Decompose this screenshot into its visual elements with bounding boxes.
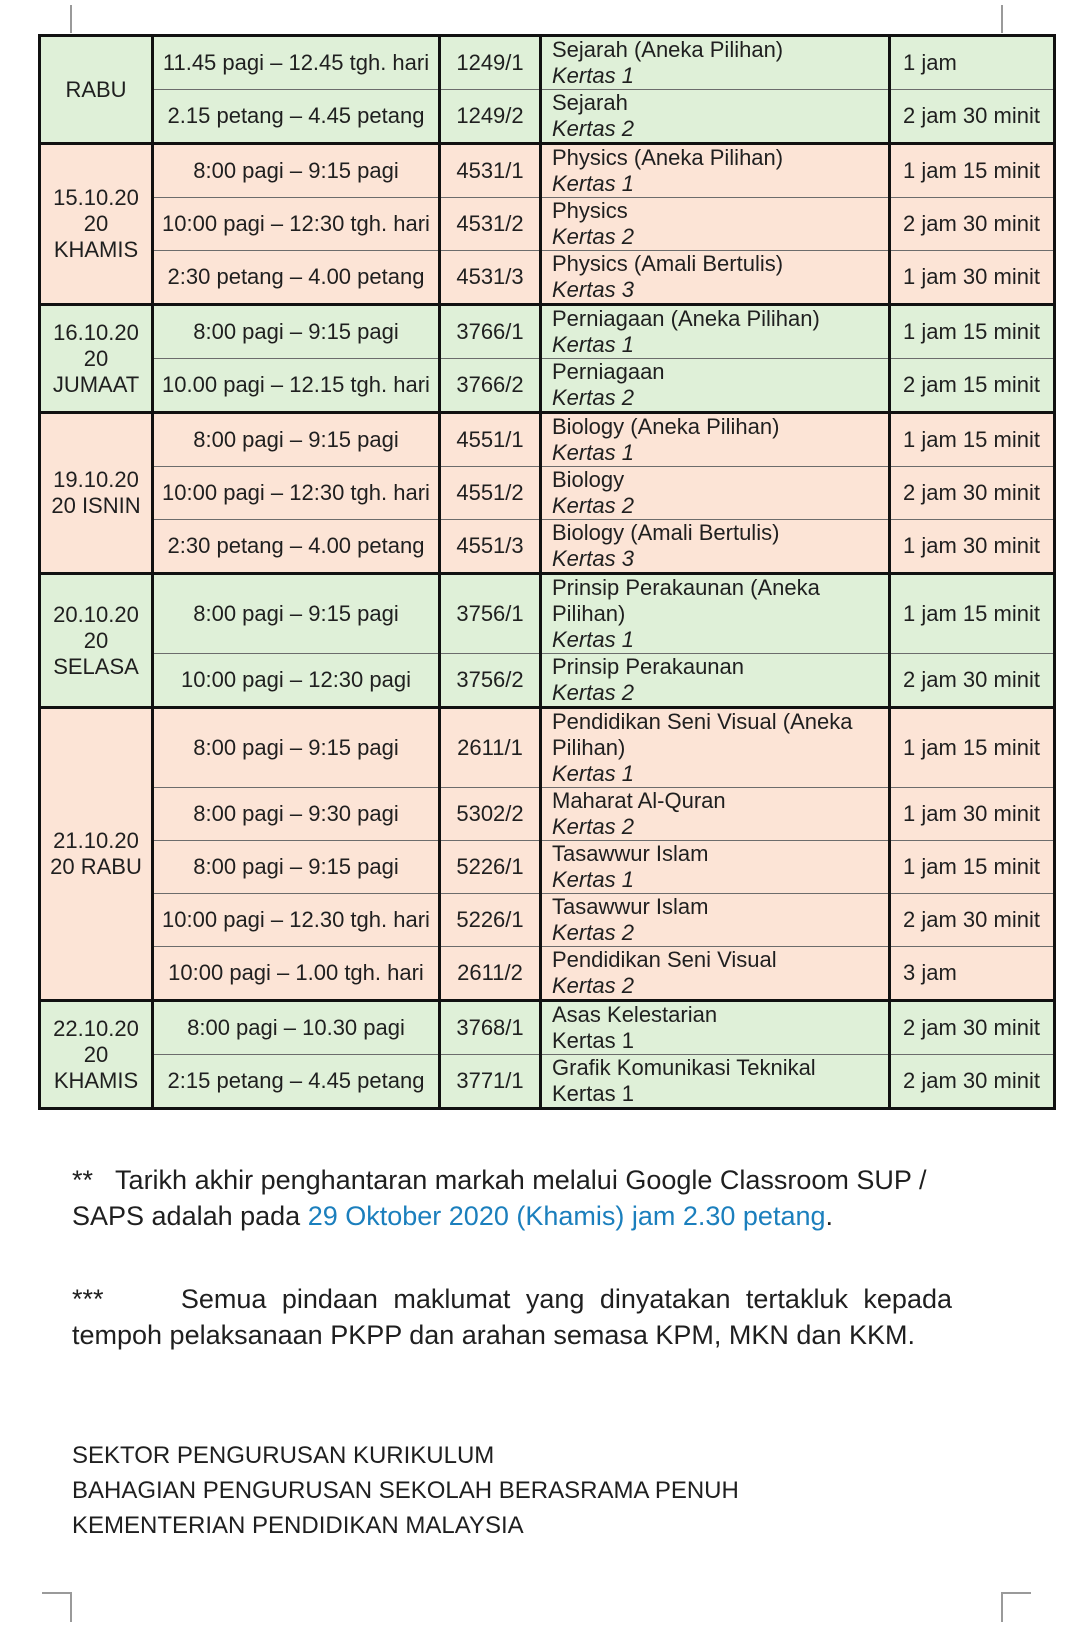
paper-code-cell: 3766/1	[440, 305, 541, 359]
schedule-row	[40, 788, 1055, 841]
subject-cell	[541, 841, 890, 894]
schedule-row	[40, 1055, 1055, 1109]
time-cell: 2.15 petang – 4.45 petang	[153, 90, 440, 144]
subject-cell	[541, 574, 890, 654]
crop-mark-bottom-left	[70, 1592, 72, 1622]
subject-cell	[541, 708, 890, 788]
subject-name: Prinsip Perakaunan (Aneka Pilihan)	[552, 575, 820, 626]
time-cell: 8:00 pagi – 9:15 pagi	[153, 305, 440, 359]
paper-label: Kertas 2	[552, 973, 634, 998]
paper-code-cell: 4551/1	[440, 413, 541, 467]
exam-schedule-table	[38, 34, 1056, 1110]
time-cell: 10:00 pagi – 12:30 tgh. hari	[153, 467, 440, 520]
duration-cell: 3 jam	[890, 947, 1055, 1001]
note-deadline	[72, 1162, 952, 1234]
subject-cell	[541, 251, 890, 305]
paper-label: Kertas 2	[552, 385, 634, 410]
subject-cell	[541, 520, 890, 574]
time-cell: 8:00 pagi – 9:30 pagi	[153, 788, 440, 841]
time-cell: 8:00 pagi – 9:15 pagi	[153, 413, 440, 467]
schedule-row	[40, 413, 1055, 467]
note1-end: .	[825, 1201, 834, 1231]
schedule-row	[40, 708, 1055, 788]
schedule-row	[40, 574, 1055, 654]
schedule-row	[40, 144, 1055, 198]
subject-cell	[541, 305, 890, 359]
time-cell: 2:30 petang – 4.00 petang	[153, 520, 440, 574]
duration-cell: 1 jam 15 minit	[890, 574, 1055, 654]
subject-cell	[541, 1001, 890, 1055]
date-cell: 20.10.20 20 SELASA	[40, 574, 153, 708]
paper-label: Kertas 1	[552, 627, 634, 652]
time-cell: 10:00 pagi – 1.00 tgh. hari	[153, 947, 440, 1001]
schedule-row	[40, 305, 1055, 359]
paper-code-cell: 3756/1	[440, 574, 541, 654]
duration-cell: 2 jam 30 minit	[890, 1001, 1055, 1055]
subject-cell	[541, 90, 890, 144]
time-cell: 8:00 pagi – 9:15 pagi	[153, 841, 440, 894]
duration-cell: 2 jam 30 minit	[890, 90, 1055, 144]
subject-cell	[541, 413, 890, 467]
note-amendments	[72, 1281, 952, 1353]
time-cell: 10:00 pagi – 12:30 tgh. hari	[153, 198, 440, 251]
subject-name: Grafik Komunikasi Teknikal	[552, 1055, 816, 1080]
subject-name: Pendidikan Seni Visual	[552, 947, 777, 972]
time-cell: 8:00 pagi – 10.30 pagi	[153, 1001, 440, 1055]
subject-name: Pendidikan Seni Visual (Aneka Pilihan)	[552, 709, 853, 760]
duration-cell: 1 jam 15 minit	[890, 708, 1055, 788]
paper-label: Kertas 1	[552, 440, 634, 465]
schedule-row	[40, 947, 1055, 1001]
subject-name: Tasawwur Islam	[552, 841, 709, 866]
schedule-row	[40, 198, 1055, 251]
paper-label: Kertas 3	[552, 277, 634, 302]
date-cell: 21.10.20 20 RABU	[40, 708, 153, 1001]
duration-cell: 1 jam	[890, 36, 1055, 90]
subject-name: Perniagaan (Aneka Pilihan)	[552, 306, 820, 331]
schedule-row	[40, 359, 1055, 413]
issuer-line-2: BAHAGIAN PENGURUSAN SEKOLAH BERASRAMA PENUH	[72, 1477, 739, 1504]
duration-cell: 1 jam 30 minit	[890, 251, 1055, 305]
paper-code-cell: 3766/2	[440, 359, 541, 413]
paper-label: Kertas 2	[552, 680, 634, 705]
time-cell: 10:00 pagi – 12:30 pagi	[153, 654, 440, 708]
duration-cell: 2 jam 30 minit	[890, 198, 1055, 251]
schedule-row	[40, 520, 1055, 574]
schedule-row	[40, 894, 1055, 947]
paper-code-cell: 5226/1	[440, 894, 541, 947]
paper-code-cell: 2611/1	[440, 708, 541, 788]
paper-label: Kertas 1	[552, 1028, 634, 1053]
subject-name: Sejarah (Aneka Pilihan)	[552, 37, 784, 62]
date-cell: 15.10.20 20 KHAMIS	[40, 144, 153, 305]
schedule-row	[40, 251, 1055, 305]
paper-code-cell: 5302/2	[440, 788, 541, 841]
paper-code-cell: 3768/1	[440, 1001, 541, 1055]
date-cell: 19.10.20 20 ISNIN	[40, 413, 153, 574]
paper-code-cell: 4551/2	[440, 467, 541, 520]
paper-label: Kertas 3	[552, 546, 634, 571]
duration-cell: 2 jam 30 minit	[890, 654, 1055, 708]
schedule-row	[40, 1001, 1055, 1055]
duration-cell: 1 jam 15 minit	[890, 305, 1055, 359]
paper-label: Kertas 2	[552, 814, 634, 839]
subject-cell	[541, 36, 890, 90]
subject-name: Tasawwur Islam	[552, 894, 709, 919]
subject-cell	[541, 654, 890, 708]
time-cell: 2:30 petang – 4.00 petang	[153, 251, 440, 305]
time-cell: 8:00 pagi – 9:15 pagi	[153, 708, 440, 788]
subject-name: Biology (Aneka Pilihan)	[552, 414, 780, 439]
subject-name: Asas Kelestarian	[552, 1002, 718, 1027]
date-cell: 22.10.20 20 KHAMIS	[40, 1001, 153, 1109]
paper-label: Kertas 1	[552, 761, 634, 786]
paper-code-cell: 3771/1	[440, 1055, 541, 1109]
subject-name: Biology (Amali Bertulis)	[552, 520, 780, 545]
paper-label: Kertas 2	[552, 224, 634, 249]
subject-cell	[541, 144, 890, 198]
duration-cell: 2 jam 30 minit	[890, 1055, 1055, 1109]
issuer-line-3: KEMENTERIAN PENDIDIKAN MALAYSIA	[72, 1512, 524, 1539]
note1-marker: **	[72, 1165, 94, 1195]
schedule-body	[40, 36, 1055, 1109]
paper-label: Kertas 1	[552, 332, 634, 357]
duration-cell: 1 jam 15 minit	[890, 841, 1055, 894]
schedule-row	[40, 36, 1055, 90]
duration-cell: 2 jam 30 minit	[890, 467, 1055, 520]
exam-schedule-table-wrap	[38, 34, 1053, 1110]
subject-name: Sejarah	[552, 90, 628, 115]
paper-code-cell: 2611/2	[440, 947, 541, 1001]
subject-name: Physics (Amali Bertulis)	[552, 251, 784, 276]
subject-name: Perniagaan	[552, 359, 665, 384]
paper-label: Kertas 1	[552, 1081, 634, 1106]
note2-text: Semua pindaan maklumat yang dinyatakan tertakluk kepada tempoh pelaksanaan PKPP dan arahan semasa KPM, MKN dan KKM.	[72, 1284, 952, 1350]
paper-label: Kertas 1	[552, 63, 634, 88]
time-cell: 8:00 pagi – 9:15 pagi	[153, 144, 440, 198]
duration-cell: 1 jam 30 minit	[890, 520, 1055, 574]
schedule-row	[40, 654, 1055, 708]
paper-code-cell: 4531/3	[440, 251, 541, 305]
paper-code-cell: 1249/1	[440, 36, 541, 90]
note2-marker: ***	[72, 1284, 104, 1314]
time-cell: 10:00 pagi – 12.30 tgh. hari	[153, 894, 440, 947]
subject-name: Maharat Al-Quran	[552, 788, 726, 813]
schedule-row	[40, 841, 1055, 894]
duration-cell: 2 jam 30 minit	[890, 894, 1055, 947]
subject-cell	[541, 788, 890, 841]
subject-cell	[541, 947, 890, 1001]
date-cell: 16.10.20 20 JUMAAT	[40, 305, 153, 413]
paper-label: Kertas 2	[552, 493, 634, 518]
paper-label: Kertas 2	[552, 920, 634, 945]
note1-text: Tarikh akhir penghantaran markah melalui Google Classroom SUP / SAPS adalah pada	[72, 1165, 927, 1231]
subject-name: Biology	[552, 467, 625, 492]
paper-code-cell: 4531/2	[440, 198, 541, 251]
issuer-block	[72, 1438, 739, 1543]
duration-cell: 1 jam 30 minit	[890, 788, 1055, 841]
subject-cell	[541, 198, 890, 251]
schedule-row	[40, 467, 1055, 520]
time-cell: 11.45 pagi – 12.45 tgh. hari	[153, 36, 440, 90]
subject-name: Physics (Aneka Pilihan)	[552, 145, 784, 170]
paper-code-cell: 4551/3	[440, 520, 541, 574]
schedule-row	[40, 90, 1055, 144]
subject-cell	[541, 467, 890, 520]
duration-cell: 1 jam 15 minit	[890, 144, 1055, 198]
issuer-line-1: SEKTOR PENGURUSAN KURIKULUM	[72, 1442, 495, 1469]
subject-cell	[541, 359, 890, 413]
paper-label: Kertas 1	[552, 171, 634, 196]
note1-deadline-highlight: 29 Oktober 2020 (Khamis) jam 2.30 petang	[307, 1201, 826, 1231]
paper-code-cell: 3756/2	[440, 654, 541, 708]
crop-mark-top-left	[70, 5, 72, 33]
crop-mark-bottom-right	[1001, 1592, 1003, 1622]
paper-label: Kertas 2	[552, 116, 634, 141]
crop-mark-top-right	[1001, 5, 1003, 33]
subject-name: Prinsip Perakaunan	[552, 654, 745, 679]
crop-mark-bottom-right-h	[1001, 1592, 1031, 1594]
time-cell: 10.00 pagi – 12.15 tgh. hari	[153, 359, 440, 413]
duration-cell: 2 jam 15 minit	[890, 359, 1055, 413]
crop-mark-bottom-left-h	[42, 1592, 72, 1594]
paper-code-cell: 4531/1	[440, 144, 541, 198]
paper-code-cell: 5226/1	[440, 841, 541, 894]
subject-cell	[541, 894, 890, 947]
time-cell: 2:15 petang – 4.45 petang	[153, 1055, 440, 1109]
subject-cell	[541, 1055, 890, 1109]
subject-name: Physics	[552, 198, 628, 223]
duration-cell: 1 jam 15 minit	[890, 413, 1055, 467]
date-cell: RABU	[40, 36, 153, 144]
paper-label: Kertas 1	[552, 867, 634, 892]
paper-code-cell: 1249/2	[440, 90, 541, 144]
time-cell: 8:00 pagi – 9:15 pagi	[153, 574, 440, 654]
